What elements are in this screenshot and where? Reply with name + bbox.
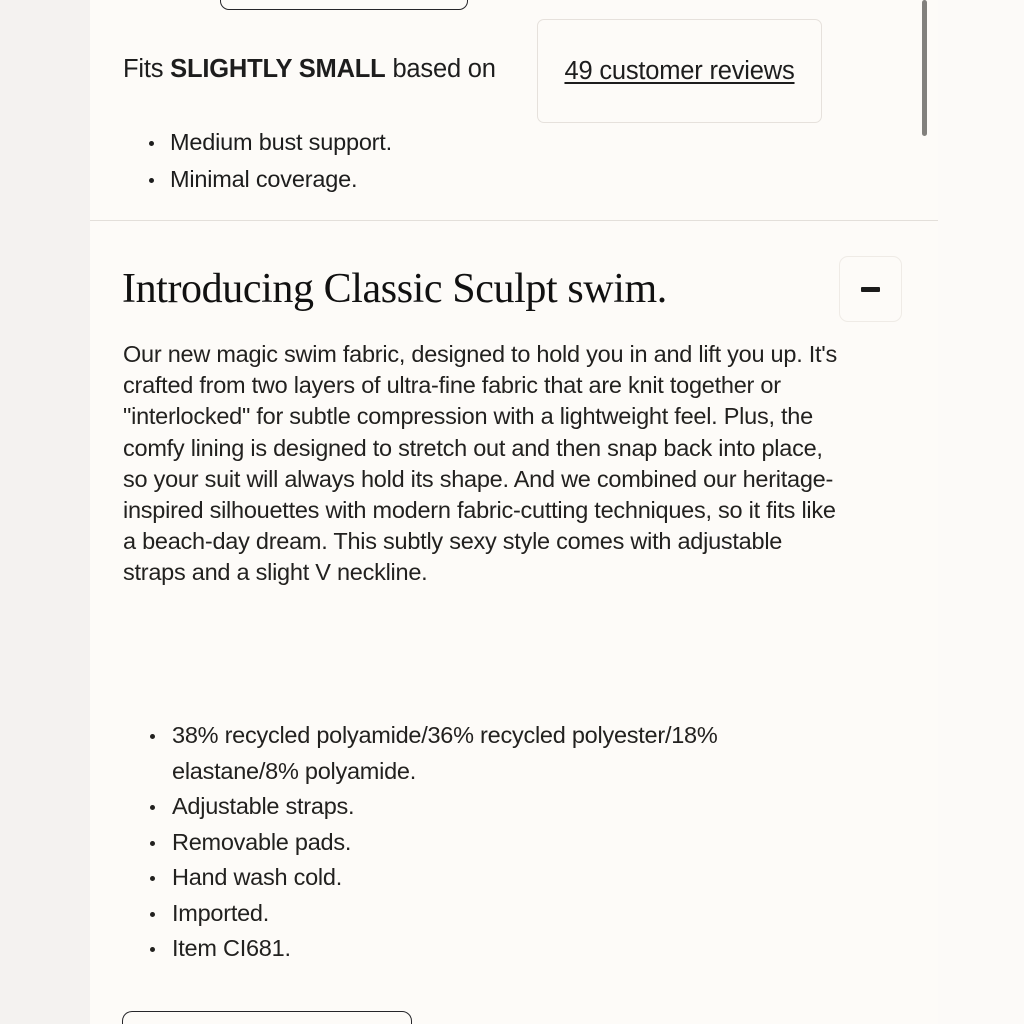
- list-item: Imported.: [142, 896, 802, 932]
- list-item: Adjustable straps.: [142, 789, 802, 825]
- product-detail-panel: [90, 0, 938, 1024]
- collapse-section-button[interactable]: [839, 256, 902, 322]
- customer-reviews-link[interactable]: 49 customer reviews: [564, 57, 795, 85]
- right-page-gutter: [938, 0, 1024, 1024]
- fit-statement: [123, 52, 496, 86]
- list-item: Minimal coverage.: [142, 161, 782, 198]
- minus-icon: [861, 287, 880, 292]
- fit-bullet-list: [142, 124, 782, 198]
- bottom-partial-button[interactable]: [122, 1011, 412, 1024]
- scrollbar-thumb[interactable]: [922, 0, 927, 136]
- page-title: Introducing Classic Sculpt swim.: [122, 266, 667, 312]
- top-partial-button[interactable]: [220, 0, 468, 10]
- vertical-scrollbar[interactable]: [920, 0, 929, 1024]
- specification-bullet-list: [142, 718, 802, 967]
- left-page-gutter: [0, 0, 90, 1024]
- fit-statement-emphasis: SLIGHTLY SMALL: [170, 55, 386, 83]
- description-paragraph: Our new magic swim fabric, designed to hold you in and lift you up. It's crafted from two layers of ultra-fine fabric that are knit together or "interlocked" for subtle compression with a lightweight feel. Plus, the comfy lining is designed to stretch out and then snap back into place, so your suit will always hold its shape. And we combined our heritage-inspired silhouettes with modern fabric-cutting techniques, so it fits like a beach-day dream. This subtly sexy style comes with adjustable straps and a slight V neckline.: [123, 341, 838, 586]
- list-item: Item CI681.: [142, 931, 802, 967]
- list-item: Removable pads.: [142, 825, 802, 861]
- fit-statement-prefix: Fits: [123, 55, 171, 83]
- list-item: Medium bust support.: [142, 124, 782, 161]
- list-item: Hand wash cold.: [142, 860, 802, 896]
- section-divider: [90, 220, 938, 221]
- customer-reviews-box[interactable]: [537, 19, 822, 123]
- fit-statement-suffix: based on: [385, 55, 496, 83]
- list-item: 38% recycled polyamide/36% recycled polyester/18% elastane/8% polyamide.: [142, 718, 802, 789]
